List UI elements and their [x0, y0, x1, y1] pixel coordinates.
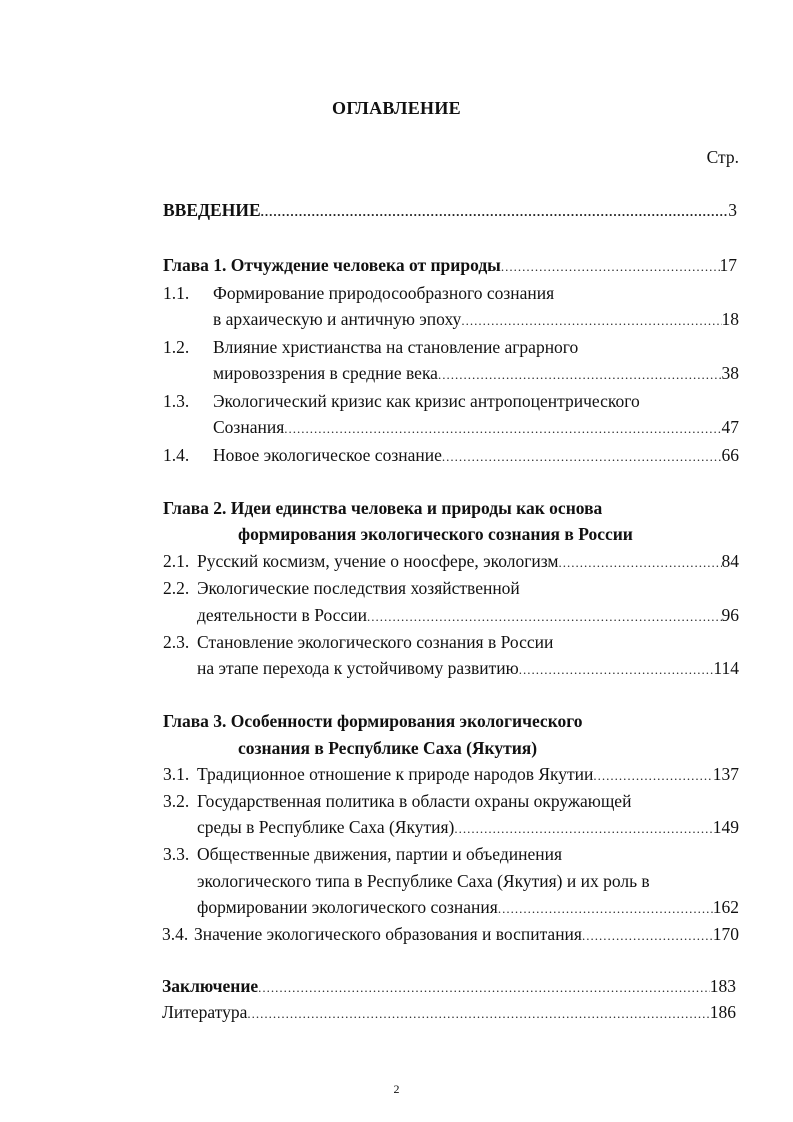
- section-number: 2.1.: [163, 551, 190, 571]
- entry-page: 3: [728, 200, 737, 220]
- section-title-line: формировании экологического сознания: [197, 897, 498, 917]
- section-title-line: мировоззрения в средние века: [213, 363, 438, 383]
- toc-heading: ОГЛАВЛЕНИЕ: [332, 98, 461, 118]
- toc-entry-3-3[interactable]: [197, 895, 739, 919]
- section-title-line: на этапе перехода к устойчивому развитию: [197, 658, 519, 678]
- section-number: 3.1.: [163, 764, 190, 784]
- leader-dots: [454, 817, 712, 841]
- page-number: 2: [393, 1082, 400, 1096]
- leader-dots: [442, 445, 722, 469]
- toc-entry-1-1[interactable]: [213, 307, 739, 331]
- section-number: 1.1.: [163, 283, 190, 303]
- section-title-line: в архаическую и античную эпоху: [213, 309, 462, 329]
- toc-entry-1-2[interactable]: [213, 361, 739, 385]
- entry-page: 149: [712, 817, 739, 837]
- section-title-line: деятельности в России: [197, 605, 367, 625]
- section-number: 1.4.: [163, 445, 190, 465]
- section-title-line: Экологические последствия хозяйственной: [197, 578, 520, 598]
- toc-entry-3-1[interactable]: [197, 762, 739, 786]
- section-title-line: Сознания: [213, 417, 285, 437]
- entry-page: 137: [712, 764, 739, 784]
- section-number: 1.2.: [163, 337, 190, 357]
- section-title-line: Государственная политика в области охраны окружающей: [197, 791, 632, 811]
- section-title-line: среды в Республике Саха (Якутия): [197, 817, 455, 837]
- entry-page: 170: [712, 924, 739, 944]
- entry-page: 186: [709, 1002, 736, 1022]
- entry-page: 162: [712, 897, 739, 917]
- section-title-line: экологического типа в Республике Саха (Якутия) и их роль в: [197, 871, 650, 891]
- toc-entry-3-2[interactable]: [197, 815, 739, 839]
- leader-dots: [438, 363, 722, 387]
- section-title-line: Экологический кризис как кризис антропоцентрического: [213, 391, 640, 411]
- entry-page: 114: [713, 658, 739, 678]
- toc-entry-chapter-1[interactable]: [163, 253, 737, 277]
- toc-entry-literature[interactable]: [162, 1000, 736, 1024]
- toc-entry-2-2[interactable]: [197, 603, 739, 627]
- entry-page: 84: [721, 551, 739, 571]
- toc-entry-2-3[interactable]: [197, 656, 739, 680]
- entry-page: 18: [721, 309, 739, 329]
- section-number: 3.3.: [163, 844, 190, 864]
- section-number: 3.2.: [163, 791, 190, 811]
- leader-dots: [261, 200, 729, 224]
- leader-dots: [367, 605, 722, 629]
- chapter-2-title-line-2[interactable]: формирования экологического сознания в России: [238, 524, 633, 544]
- section-title-line: Русский космизм, учение о ноосфере, экологизм: [197, 551, 559, 571]
- leader-dots: [258, 976, 710, 1000]
- chapter-title: Глава 1. Отчуждение человека от природы: [163, 255, 501, 275]
- section-number: 3.4.: [162, 924, 189, 944]
- leader-dots: [582, 924, 713, 948]
- entry-title: Заключение: [162, 976, 259, 996]
- leader-dots: [501, 255, 720, 279]
- leader-dots: [284, 417, 721, 441]
- toc-entry-2-1[interactable]: [197, 549, 739, 573]
- entry-page: 66: [721, 445, 739, 465]
- section-title-line: Влияние христианства на становление аграрного: [213, 337, 579, 357]
- leader-dots: [593, 764, 712, 788]
- leader-dots: [559, 551, 722, 575]
- leader-dots: [247, 1002, 709, 1026]
- section-title-line: Становление экологического сознания в России: [197, 632, 554, 652]
- leader-dots: [498, 897, 713, 921]
- section-title-line: Традиционное отношение к природе народов Якутии: [197, 764, 594, 784]
- section-title-line: Формирование природосообразного сознания: [213, 283, 555, 303]
- section-number: 2.2.: [163, 578, 190, 598]
- toc-entry-3-4[interactable]: [194, 922, 739, 946]
- entry-page: 17: [719, 255, 737, 275]
- entry-title: ВВЕДЕНИЕ: [163, 200, 261, 220]
- chapter-2-title-line-1[interactable]: Глава 2. Идеи единства человека и природы как основа: [163, 498, 603, 518]
- toc-entry-1-3[interactable]: [213, 415, 739, 439]
- section-number: 2.3.: [163, 632, 190, 652]
- section-title-line: Новое экологическое сознание: [213, 445, 442, 465]
- toc-entry-intro[interactable]: [163, 198, 737, 222]
- entry-page: 38: [721, 363, 739, 383]
- leader-dots: [461, 309, 721, 333]
- section-title-line: Общественные движения, партии и объединения: [197, 844, 563, 864]
- section-title-line: Значение экологического образования и воспитания: [194, 924, 582, 944]
- entry-page: 96: [721, 605, 739, 625]
- chapter-3-title-line-1[interactable]: Глава 3. Особенности формирования экологического: [163, 711, 583, 731]
- toc-entry-conclusion[interactable]: [162, 974, 736, 998]
- section-number: 1.3.: [163, 391, 190, 411]
- entry-title: Литература: [162, 1002, 248, 1022]
- leader-dots: [519, 658, 714, 682]
- entry-page: 183: [709, 976, 736, 996]
- toc-entry-1-4[interactable]: [213, 443, 739, 467]
- chapter-3-title-line-2[interactable]: сознания в Республике Саха (Якутия): [238, 738, 538, 758]
- entry-page: 47: [721, 417, 739, 437]
- page-column-label: Стр.: [706, 147, 739, 167]
